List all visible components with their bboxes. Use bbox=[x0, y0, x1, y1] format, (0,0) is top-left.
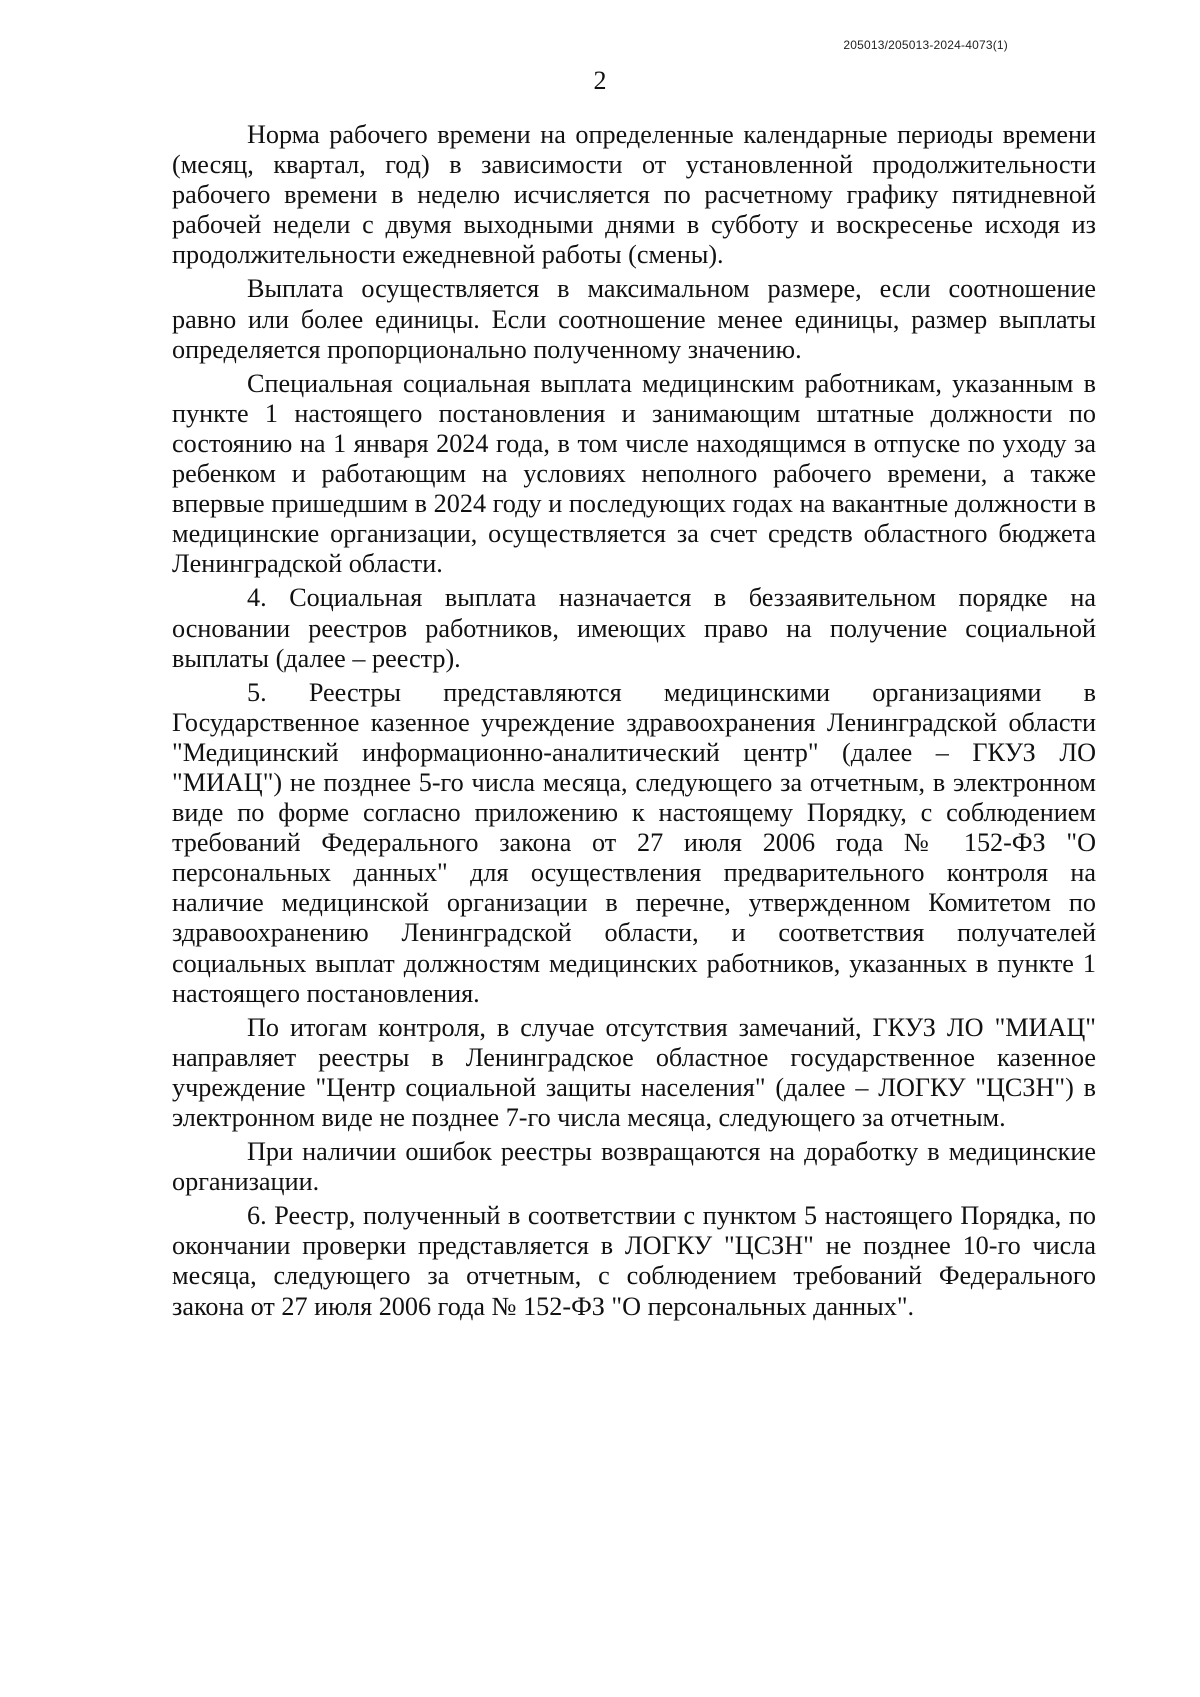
paragraph-item-6: 6. Реестр, полученный в соответствии с пунктом 5 настоящего Порядка, по окончании проверки представляется в ЛОГКУ "ЦСЗН" не позднее 10-го числа месяца, следующего за отчетным, с соблюдением требований Федерального закона от 27 июля 2006 года № 152-ФЗ "О персональных данных". bbox=[172, 1201, 1096, 1321]
document-body bbox=[172, 120, 1096, 1322]
page-number: 2 bbox=[593, 66, 607, 95]
paragraph-item-4: 4. Социальная выплата назначается в беззаявительном порядке на основании реестров работников, имеющих право на получение социальной выплаты (далее – реестр). bbox=[172, 583, 1096, 673]
paragraph-item-5: 5. Реестры представляются медицинскими организациями в Государственное казенное учреждение здравоохранения Ленинградской области "Медицинский информационно-аналитический центр" (далее – ГКУЗ ЛО "МИАЦ") не позднее 5-го числа месяца, следующего за отчетным, в электронном виде по форме согласно приложению к настоящему Порядку, с соблюдением требований Федерального закона от 27 июля 2006 года № 152-ФЗ "О персональных данных" для осуществления предварительного контроля на наличие медицинской организации в перечне, утвержденном Комитетом по здравоохранению Ленинградской области, и соответствия получателей социальных выплат должностям медицинских работников, указанных в пункте 1 настоящего постановления. bbox=[172, 677, 1096, 1008]
paragraph-payment-size: Выплата осуществляется в максимальном размере, если соотношение равно или более единицы. Если соотношение менее единицы, размер выплаты определяется пропорционально полученному значению. bbox=[172, 274, 1096, 364]
paragraph-errors-return: При наличии ошибок реестры возвращаются на доработку в медицинские организации. bbox=[172, 1137, 1096, 1197]
paragraph-special-payment-funding: Специальная социальная выплата медицинским работникам, указанным в пункте 1 настоящего постановления и занимающим штатные должности по состоянию на 1 января 2024 года, в том числе находящимся в отпуске по уходу за ребенком и работающим на условиях неполного рабочего времени, а также впервые пришедшим в 2024 году и последующих годах на вакантные должности в медицинские организации, осуществляется за счет средств областного бюджета Ленинградской области. bbox=[172, 368, 1096, 579]
paragraph-control-results: По итогам контроля, в случае отсутствия замечаний, ГКУЗ ЛО "МИАЦ" направляет реестры в Ленинградское областное государственное казенное учреждение "Центр социальной защиты населения" (далее – ЛОГКУ "ЦСЗН") в электронном виде не позднее 7-го числа месяца, следующего за отчетным. bbox=[172, 1012, 1096, 1132]
paragraph-work-time-norm: Норма рабочего времени на определенные календарные периоды времени (месяц, квартал, год) в зависимости от установленной продолжительности рабочего времени в неделю исчисляется по расчетному графику пятидневной рабочей недели с двумя выходными днями в субботу и воскресенье исходя из продолжительности ежедневной работы (смены). bbox=[172, 120, 1096, 270]
document-registration-number: 205013/205013-2024-4073(1) bbox=[843, 38, 1008, 52]
